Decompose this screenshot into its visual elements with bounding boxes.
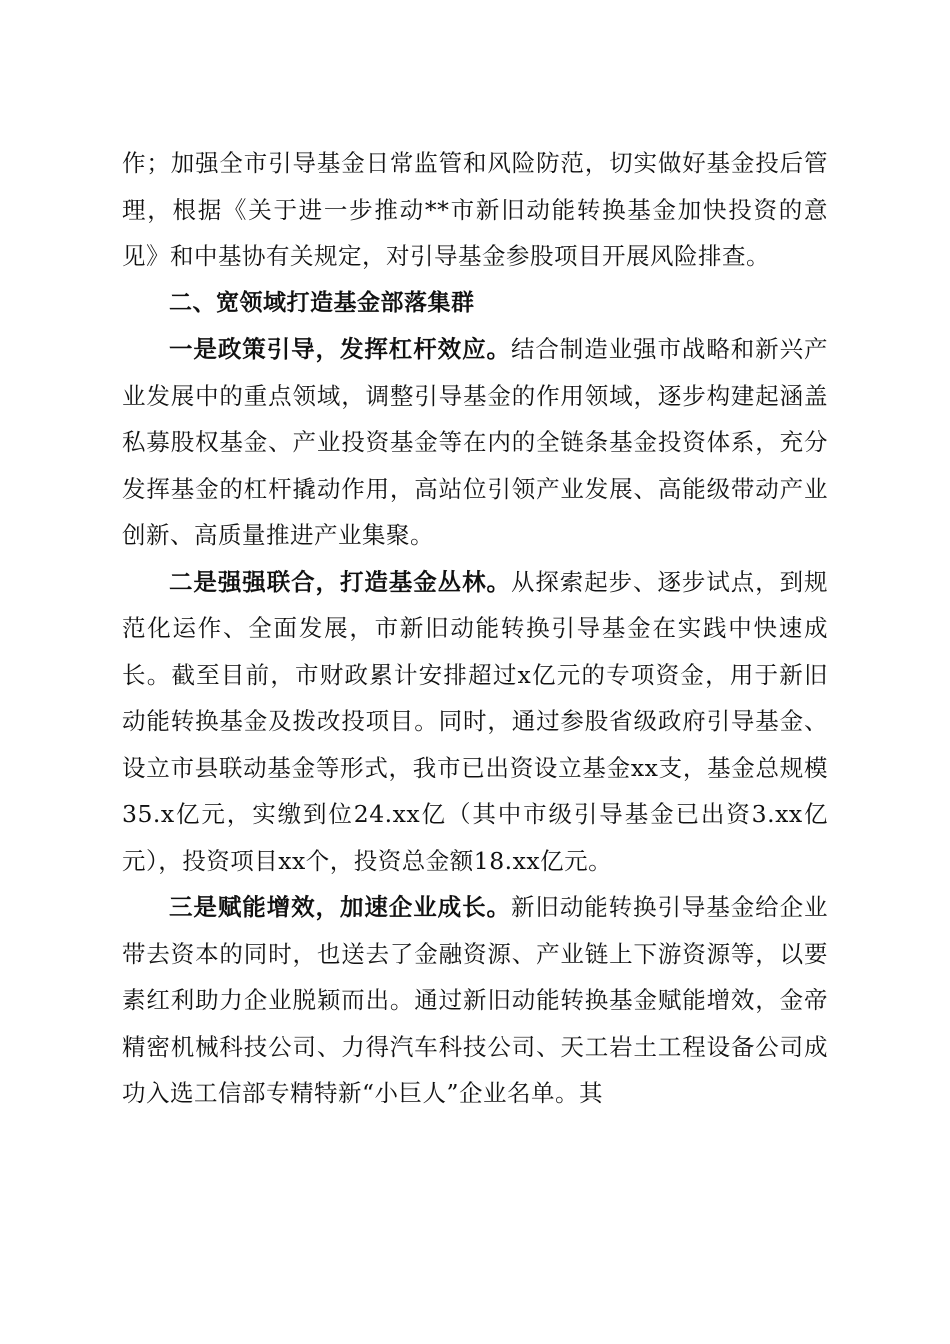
paragraph-body: 结合制造业强市战略和新兴产业发展中的重点领域，调整引导基金的作用领域，逐步构建起涵盖私募股权基金、产业投资基金等在内的全链条基金投资体系，充分发挥基金的杠杆撬动作用，高站位引领产业发展、高能级带动产业创新、高质量推进产业集聚。 xyxy=(122,335,829,549)
paragraph-continuation: 作；加强全市引导基金日常监管和风险防范，切实做好基金投后管理，根据《关于进一步推动**市新旧动能转换基金加快投资的意见》和中基协有关规定，对引导基金参股项目开展风险排查。 xyxy=(122,149,828,270)
paragraph-body: 新旧动能转换引导基金给企业带去资本的同时，也送去了金融资源、产业链上下游资源等，以要素红利助力企业脱颖而出。通过新旧动能转换基金赋能增效，金帝精密机械科技公司、力得汽车科技公司、天工岩土工程设备公司成功入选工信部专精特新“小巨人”企业名单。其 xyxy=(122,893,829,1107)
document-page xyxy=(122,140,828,1117)
paragraph-empowerment xyxy=(122,884,828,1117)
paragraph-lead: 一是政策引导，发挥杠杆效应。 xyxy=(169,335,511,363)
paragraph-policy-guidance xyxy=(122,326,828,559)
paragraph-strong-alliance xyxy=(122,559,828,885)
paragraph-lead: 三是赋能增效，加速企业成长。 xyxy=(169,893,511,921)
paragraph-body: 从探索起步、逐步试点，到规范化运作、全面发展，市新旧动能转换引导基金在实践中快速成长。截至目前，市财政累计安排超过x亿元的专项资金，用于新旧动能转换基金及拨改投项目。同时，通过参股省级政府引导基金、设立市县联动基金等形式，我市已出资设立基金xx支，基金总规模35.x亿元，实缴到位24.xx亿（其中市级引导基金已出资3.xx亿元），投资项目xx个，投资总金额18.xx亿元。 xyxy=(122,567,829,875)
paragraph-lead: 二是强强联合，打造基金丛林。 xyxy=(169,567,511,596)
section-heading: 二、宽领域打造基金部落集群 xyxy=(169,289,475,316)
